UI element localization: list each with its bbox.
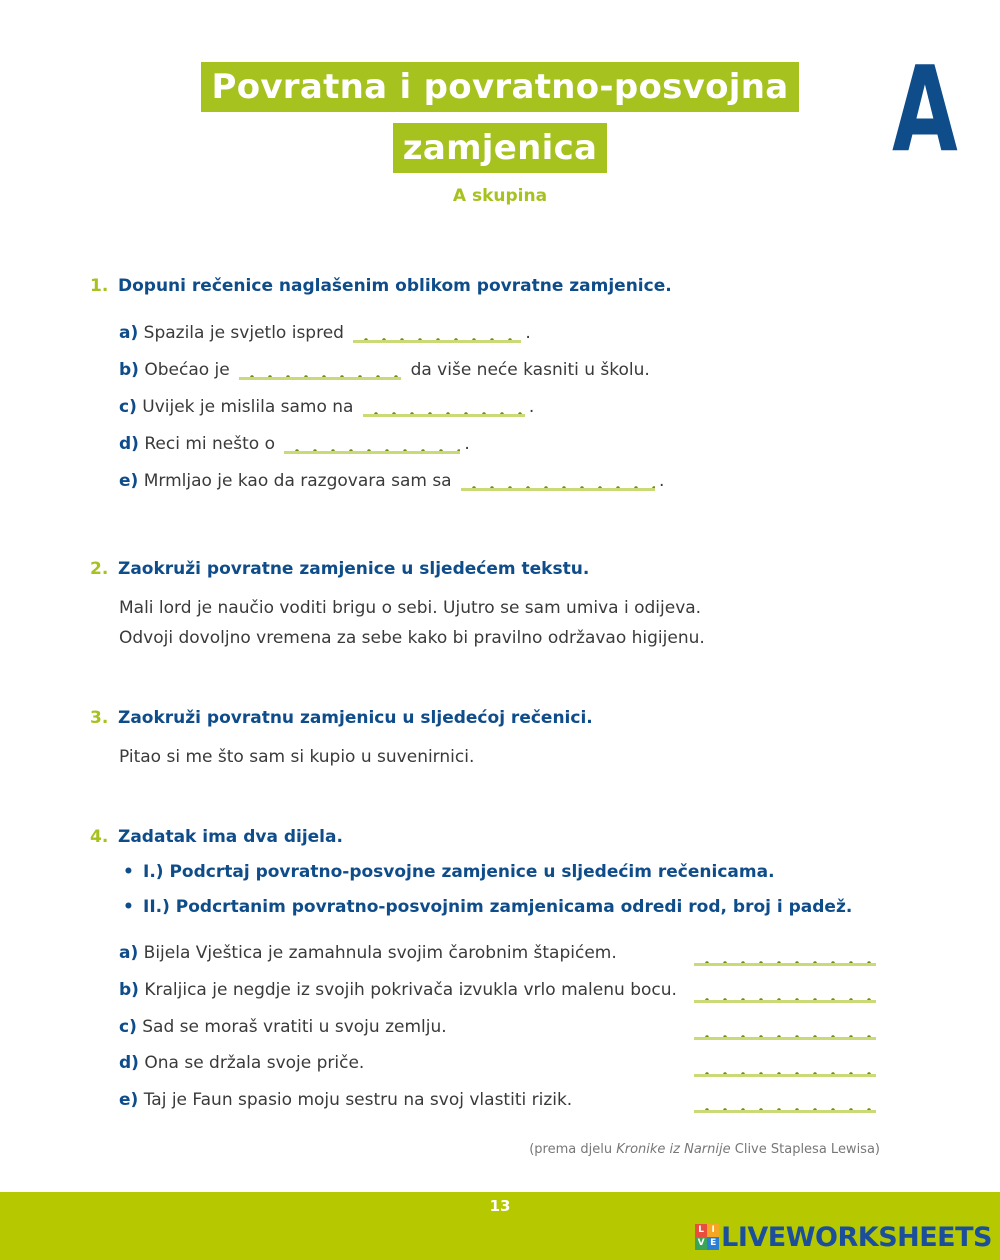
bullet-text: I.) Podcrtaj povratno-posvojne zamjenice u sljedećim rečenicama. [143,862,775,882]
task-3-heading [90,708,593,728]
item-text[interactable]: Bijela Vještica je zamahnula svojim čarobnim štapićem. [143,943,617,963]
item-letter: e) [119,1090,139,1110]
task-4-item-a[interactable] [119,943,617,963]
title-line-1 [0,62,1000,112]
group-letter: A [892,40,958,178]
item-letter: b) [119,980,139,1000]
task-4-bullet-1: • I.) Podcrtaj povratno-posvojne zamjenice u sljedećim rečenicama. [123,862,775,882]
task-instruction: Zaokruži povratne zamjenice u sljedećem tekstu. [118,559,590,579]
answer-blank[interactable] [284,437,460,454]
task-1-item-a [119,323,531,343]
page-title-continued: zamjenica [393,123,608,173]
answer-blank[interactable] [353,326,521,343]
task-number: 1. [90,276,109,296]
task-2-heading [90,559,589,579]
source-prefix: (prema djelu [529,1142,613,1157]
task-1-heading [90,276,672,296]
item-text: Spazila je svjetlo ispred [143,323,344,343]
answer-blank[interactable] [239,363,401,380]
item-letter: a) [119,323,139,343]
task-2-text-line-1[interactable]: Mali lord je naučio voditi brigu o sebi. Ujutro se sam umiva i odijeva. [119,598,702,618]
item-text: Obećao je [144,360,230,380]
task-instruction: Dopuni rečenice naglašenim oblikom povratne zamjenice. [118,276,672,296]
task-3-text[interactable]: Pitao si me što sam si kupio u suvenirnici. [119,747,475,767]
task-1-item-d [119,434,470,454]
item-letter: c) [119,397,137,417]
item-text[interactable]: Sad se moraš vratiti u svoju zemlju. [142,1017,447,1037]
answer-blank-e[interactable] [694,1096,876,1113]
source-work-title: Kronike iz Narnije [616,1142,731,1157]
item-letter: b) [119,360,139,380]
task-4-bullet-2: • II.) Podcrtanim povratno-posvojnim zamjenicama odredi rod, broj i padež. [123,897,853,917]
item-text: Reci mi nešto o [144,434,275,454]
item-letter: d) [119,434,139,454]
item-letter: c) [119,1017,137,1037]
item-text[interactable]: Kraljica je negdje iz svojih pokrivača izvukla vrlo malenu bocu. [144,980,677,1000]
page-number: 13 [489,1197,511,1215]
item-text[interactable]: Ona se držala svoje priče. [144,1053,365,1073]
bullet-text: II.) Podcrtanim povratno-posvojnim zamjenicama odredi rod, broj i padež. [143,897,853,917]
answer-blank-a[interactable] [694,949,876,966]
item-text-after: . [464,434,470,454]
item-text-after: . [659,471,665,491]
task-2-text-line-2[interactable]: Odvoji dovoljno vremena za sebe kako bi pravilno održavao higijenu. [119,628,705,648]
item-text-after: da više neće kasniti u školu. [410,360,650,380]
task-1-item-e [119,471,664,491]
item-text-after: . [525,323,531,343]
item-letter: e) [119,471,139,491]
source-suffix: Clive Staplesa Lewisa) [734,1142,880,1157]
answer-blank-d[interactable] [694,1060,876,1077]
answer-blank[interactable] [461,474,655,491]
liveworksheets-logo-icon: L I V E [695,1224,719,1250]
task-number: 3. [90,708,109,728]
task-4-item-d[interactable] [119,1053,364,1073]
item-text: Mrmljao je kao da razgovara sam sa [143,471,452,491]
task-number: 4. [90,827,109,847]
subtitle: A skupina [452,186,548,206]
task-1-item-b [119,360,650,380]
item-letter: a) [119,943,139,963]
item-text-after: . [528,397,535,417]
task-4-item-e[interactable] [119,1090,572,1110]
liveworksheets-logo[interactable] [695,1222,992,1252]
item-letter: d) [119,1053,139,1073]
answer-blank-c[interactable] [694,1023,876,1040]
liveworksheets-logo-text: LIVEWORKSHEETS [721,1221,992,1253]
task-2-text [119,593,705,653]
task-4-item-b[interactable] [119,980,677,1000]
task-4-item-c[interactable] [119,1017,447,1037]
task-number: 2. [90,559,109,579]
task-4-heading [90,827,343,847]
task-instruction: Zadatak ima dva dijela. [118,827,343,847]
answer-blank-b[interactable] [694,986,876,1003]
item-text: Uvijek je mislila samo na [142,397,354,417]
source-citation [529,1142,880,1157]
page-title: Povratna i povratno-posvojna [201,62,798,112]
task-instruction: Zaokruži povratnu zamjenicu u sljedećoj rečenici. [118,708,593,728]
title-line-2 [0,123,1000,173]
task-1-item-c [119,397,534,417]
item-text[interactable]: Taj je Faun spasio moju sestru na svoj vlastiti rizik. [143,1090,573,1110]
answer-blank[interactable] [363,400,525,417]
